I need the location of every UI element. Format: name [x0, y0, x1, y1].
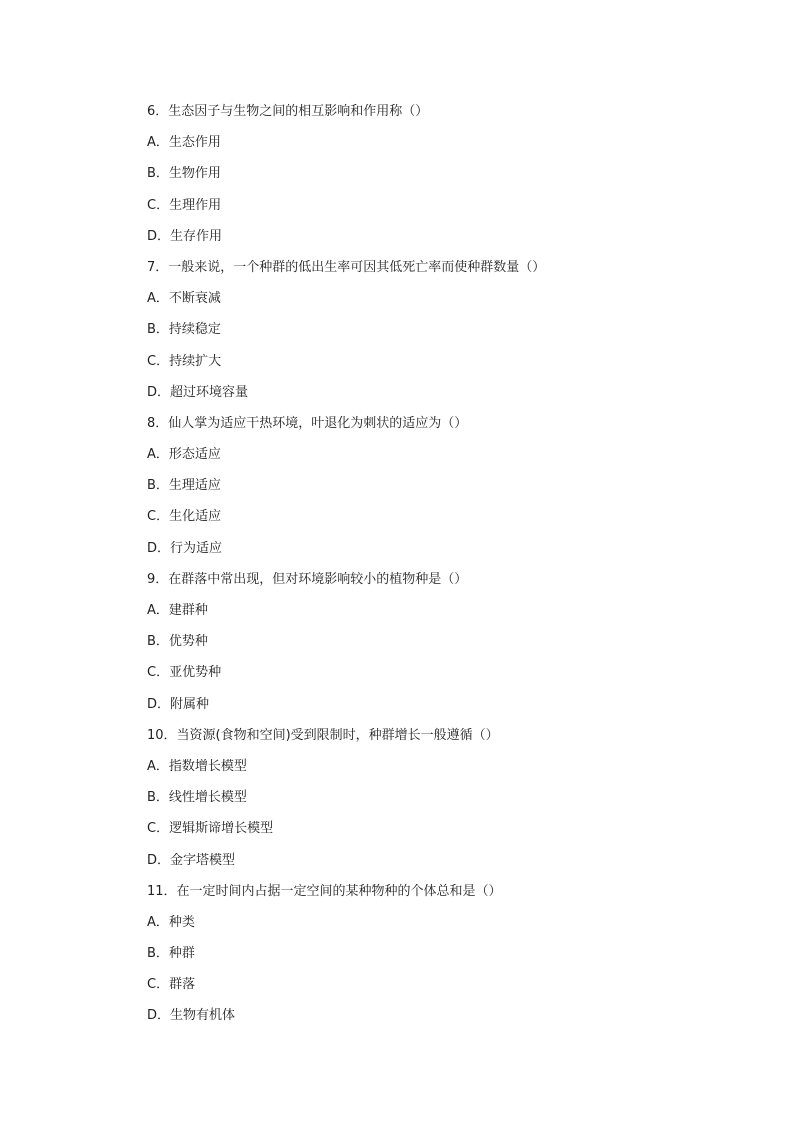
- option-c: C．生理作用: [147, 197, 222, 213]
- question-stem: 10．当资源(食物和空间)受到限制时，种群增长一般遵循（）: [147, 727, 499, 743]
- option-c: C．逻辑斯谛增长模型: [147, 821, 274, 837]
- option-a: A．形态适应: [147, 447, 221, 463]
- option-d: D．行为适应: [147, 540, 223, 556]
- document-body: [147, 101, 707, 1037]
- option-d: D．附属种: [147, 696, 210, 712]
- question-stem: 11．在一定时间内占据一定空间的某种物种的个体总和是（）: [147, 883, 502, 899]
- question-7: [147, 257, 707, 413]
- option-c: C．亚优势种: [147, 665, 222, 681]
- option-b: B．生理适应: [147, 478, 221, 494]
- question-stem: 8．仙人掌为适应干热环境，叶退化为刺状的适应为（）: [147, 415, 468, 431]
- question-9: [147, 569, 707, 725]
- question-stem: 6．生态因子与生物之间的相互影响和作用称（）: [147, 104, 429, 119]
- option-b: B．持续稳定: [147, 322, 221, 338]
- option-c: C．持续扩大: [147, 353, 222, 369]
- option-b: B．线性增长模型: [147, 790, 247, 806]
- question-11: [147, 881, 707, 1037]
- option-d: D．生物有机体: [147, 1008, 236, 1024]
- option-a: A．种类: [147, 914, 195, 930]
- option-b: B．生物作用: [147, 166, 221, 182]
- question-10: [147, 725, 707, 881]
- option-c: C．生化适应: [147, 509, 222, 525]
- option-b: B．种群: [147, 946, 195, 962]
- question-stem: 7．一般来说，一个种群的低出生率可因其低死亡率而使种群数量（）: [147, 259, 546, 275]
- option-d: D．超过环境容量: [147, 384, 249, 400]
- option-a: A．生态作用: [147, 135, 221, 151]
- question-8: [147, 413, 707, 569]
- question-6: [147, 101, 707, 257]
- option-d: D．生存作用: [147, 228, 223, 244]
- option-d: D．金字塔模型: [147, 852, 236, 868]
- option-a: A．不断衰减: [147, 291, 221, 307]
- option-a: A．建群种: [147, 603, 208, 618]
- option-a: A．指数增长模型: [147, 758, 247, 774]
- option-b: B．优势种: [147, 634, 208, 650]
- option-c: C．群落: [147, 977, 196, 993]
- question-stem: 9．在群落中常出现，但对环境影响较小的植物种是（）: [147, 571, 468, 587]
